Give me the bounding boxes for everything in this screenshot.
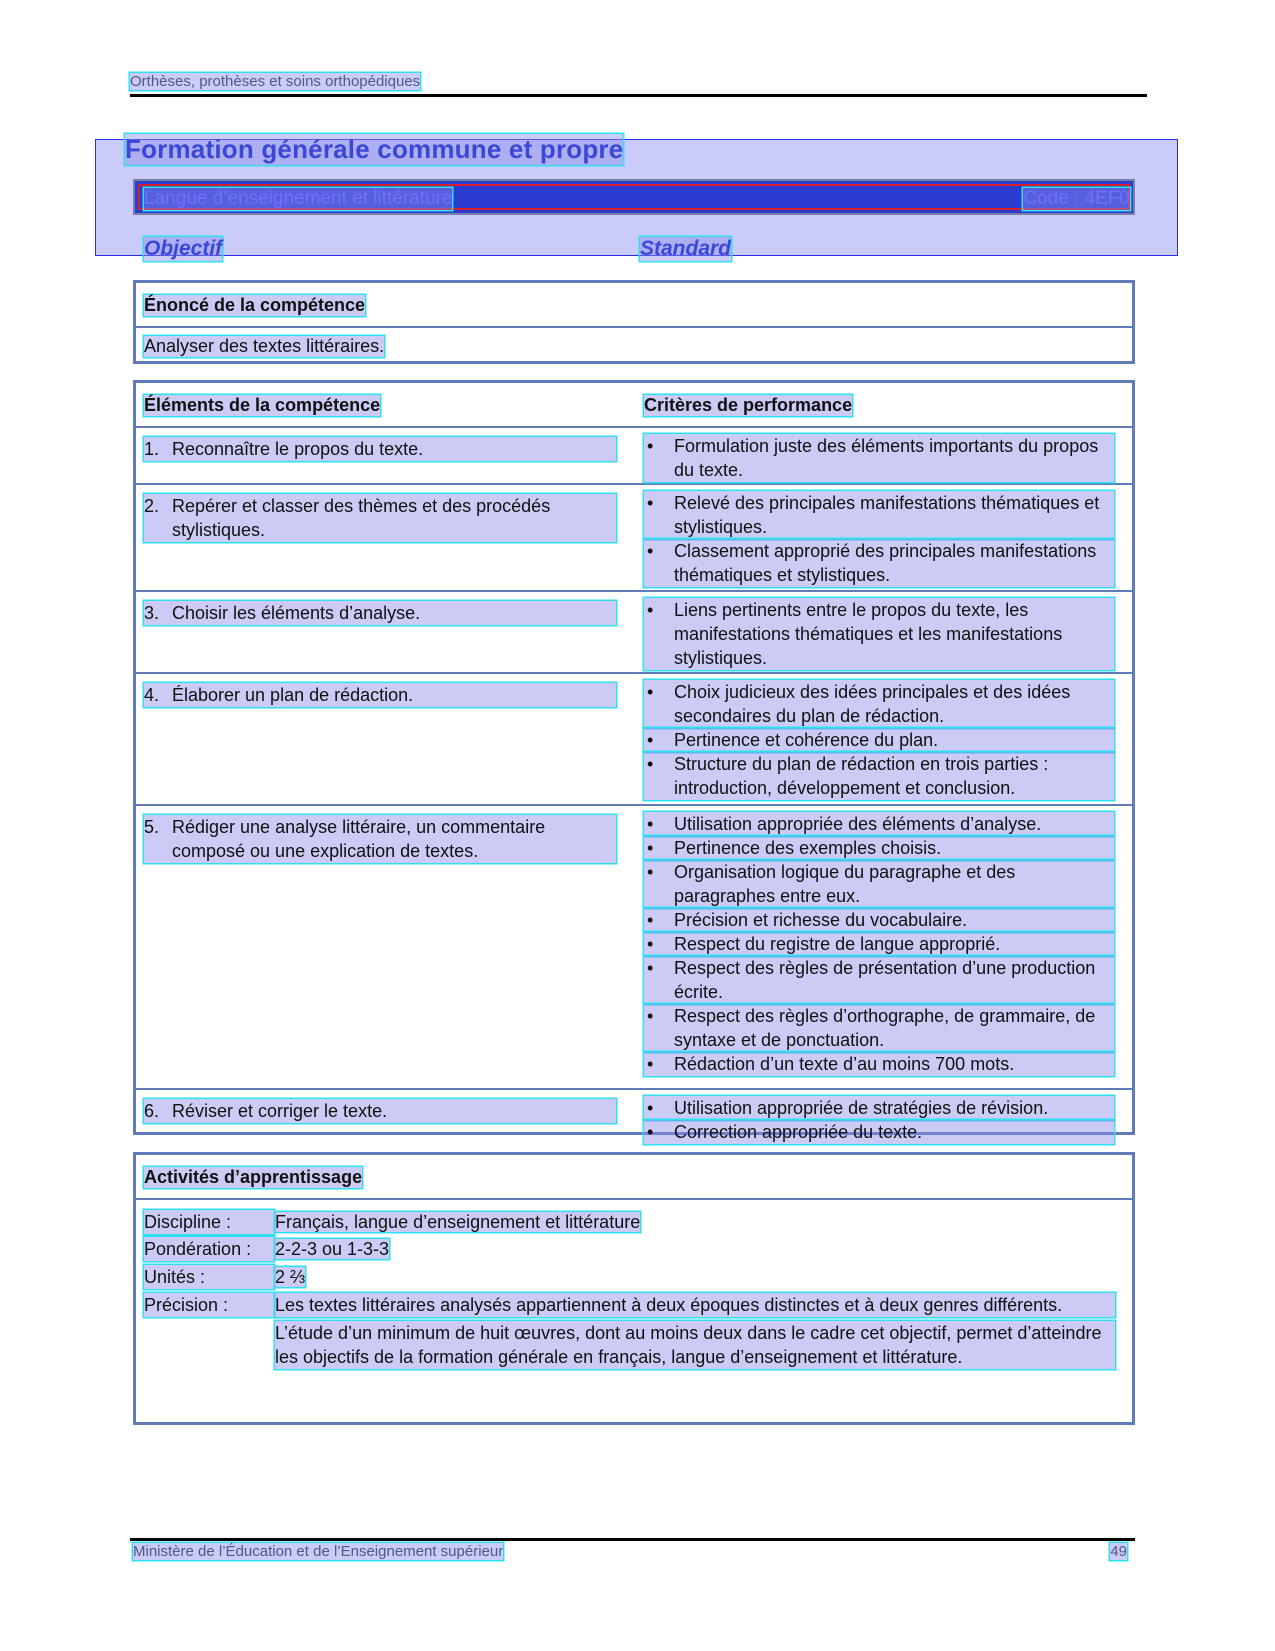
criterion-item: • Choix judicieux des idées principales et des idées secondaires du plan de rédaction. xyxy=(644,680,1114,728)
discipline-label: Discipline : xyxy=(144,1210,274,1234)
page-number: 49 xyxy=(1110,1543,1127,1560)
element-row-5 xyxy=(136,806,1132,1090)
criterion-item: • Structure du plan de rédaction en trois parties : introduction, développement et conclusion. xyxy=(644,752,1114,800)
element-text: 2. Repérer et classer des thèmes et des procédés stylistiques. xyxy=(144,494,616,542)
element-row-1 xyxy=(136,428,1132,485)
unites-label: Unités : xyxy=(144,1265,274,1289)
competence-statement: Analyser des textes littéraires. xyxy=(144,336,385,356)
ponderation-value: 2-2-3 ou 1-3-3 xyxy=(275,1239,390,1259)
element-row-6 xyxy=(136,1090,1132,1144)
element-text: 4. Élaborer un plan de rédaction. xyxy=(144,683,616,707)
activites-panel xyxy=(133,1152,1135,1425)
criterion-item: • Classement approprié des principales manifestations thématiques et stylistiques. xyxy=(644,539,1114,587)
criterion-item: • Respect du registre de langue approprié. xyxy=(644,932,1114,956)
element-row-4 xyxy=(136,674,1132,806)
criterion-item: • Respect des règles de présentation d’une production écrite. xyxy=(644,956,1114,1004)
element-text: 6. Réviser et corriger le texte. xyxy=(144,1099,616,1123)
criterion-item: • Pertinence des exemples choisis. xyxy=(644,836,1114,860)
elements-heading: Éléments de la compétence xyxy=(144,395,381,415)
criterion-item: • Utilisation appropriée de stratégies de révision. xyxy=(644,1096,1114,1120)
criterion-item: • Utilisation appropriée des éléments d’analyse. xyxy=(644,812,1114,836)
objectif-heading: Objectif xyxy=(144,237,223,260)
precision-label: Précision : xyxy=(144,1293,274,1317)
footer-ministry: Ministère de l’Éducation et de l’Enseignement supérieur xyxy=(133,1543,504,1560)
criterion-item: • Correction appropriée du texte. xyxy=(644,1120,1114,1144)
standard-heading: Standard xyxy=(640,237,732,260)
competence-panel xyxy=(133,280,1135,364)
course-name: Langue d’enseignement et littérature xyxy=(144,188,453,209)
ponderation-label: Pondération : xyxy=(144,1237,274,1261)
section-title: Formation générale commune et propre xyxy=(125,134,624,164)
element-row-2 xyxy=(136,485,1132,592)
criterion-item: • Pertinence et cohérence du plan. xyxy=(644,728,1114,752)
criterion-item: • Formulation juste des éléments importants du propos du texte. xyxy=(644,434,1114,482)
elements-panel xyxy=(133,380,1135,1142)
activites-heading-row xyxy=(136,1155,1132,1200)
precision-paragraph-1: Les textes littéraires analysés appartiennent à deux époques distinctes et à deux genres différents. xyxy=(275,1293,1115,1317)
elements-heading-row xyxy=(136,383,1132,428)
element-text: 5. Rédiger une analyse littéraire, un commentaire composé ou une explication de textes. xyxy=(144,815,616,863)
unites-value: 2 ⅔ xyxy=(275,1267,306,1287)
criteria-heading: Critères de performance xyxy=(644,395,853,415)
competence-heading: Énoncé de la compétence xyxy=(144,295,366,315)
criterion-item: • Organisation logique du paragraphe et des paragraphes entre eux. xyxy=(644,860,1114,908)
criterion-item: • Relevé des principales manifestations thématiques et stylistiques. xyxy=(644,491,1114,539)
element-row-3 xyxy=(136,592,1132,674)
footer-rule xyxy=(130,1538,1135,1541)
element-text: 1. Reconnaître le propos du texte. xyxy=(144,437,616,461)
criterion-item: • Rédaction d’un texte d’au moins 700 mots. xyxy=(644,1052,1114,1076)
criterion-item: • Respect des règles d’orthographe, de grammaire, de syntaxe et de ponctuation. xyxy=(644,1004,1114,1052)
header-rule xyxy=(130,94,1147,97)
criterion-item: • Précision et richesse du vocabulaire. xyxy=(644,908,1114,932)
activites-heading: Activités d’apprentissage xyxy=(144,1167,363,1187)
criterion-item: • Liens pertinents entre le propos du texte, les manifestations thématiques et les manifestations stylistiques. xyxy=(644,598,1114,670)
running-header: Orthèses, prothèses et soins orthopédiques xyxy=(130,73,421,90)
competence-heading-row xyxy=(136,283,1132,328)
course-code: Code : 4EF0 xyxy=(1023,188,1130,209)
discipline-value: Français, langue d’enseignement et littérature xyxy=(275,1212,641,1232)
precision-paragraph-2: L’étude d’un minimum de huit œuvres, dont au moins deux dans le cadre cet objectif, permet d’atteindre les objectifs de la formation générale en français, langue d’enseignement et littérature. xyxy=(275,1321,1115,1369)
element-text: 3. Choisir les éléments d’analyse. xyxy=(144,601,616,625)
